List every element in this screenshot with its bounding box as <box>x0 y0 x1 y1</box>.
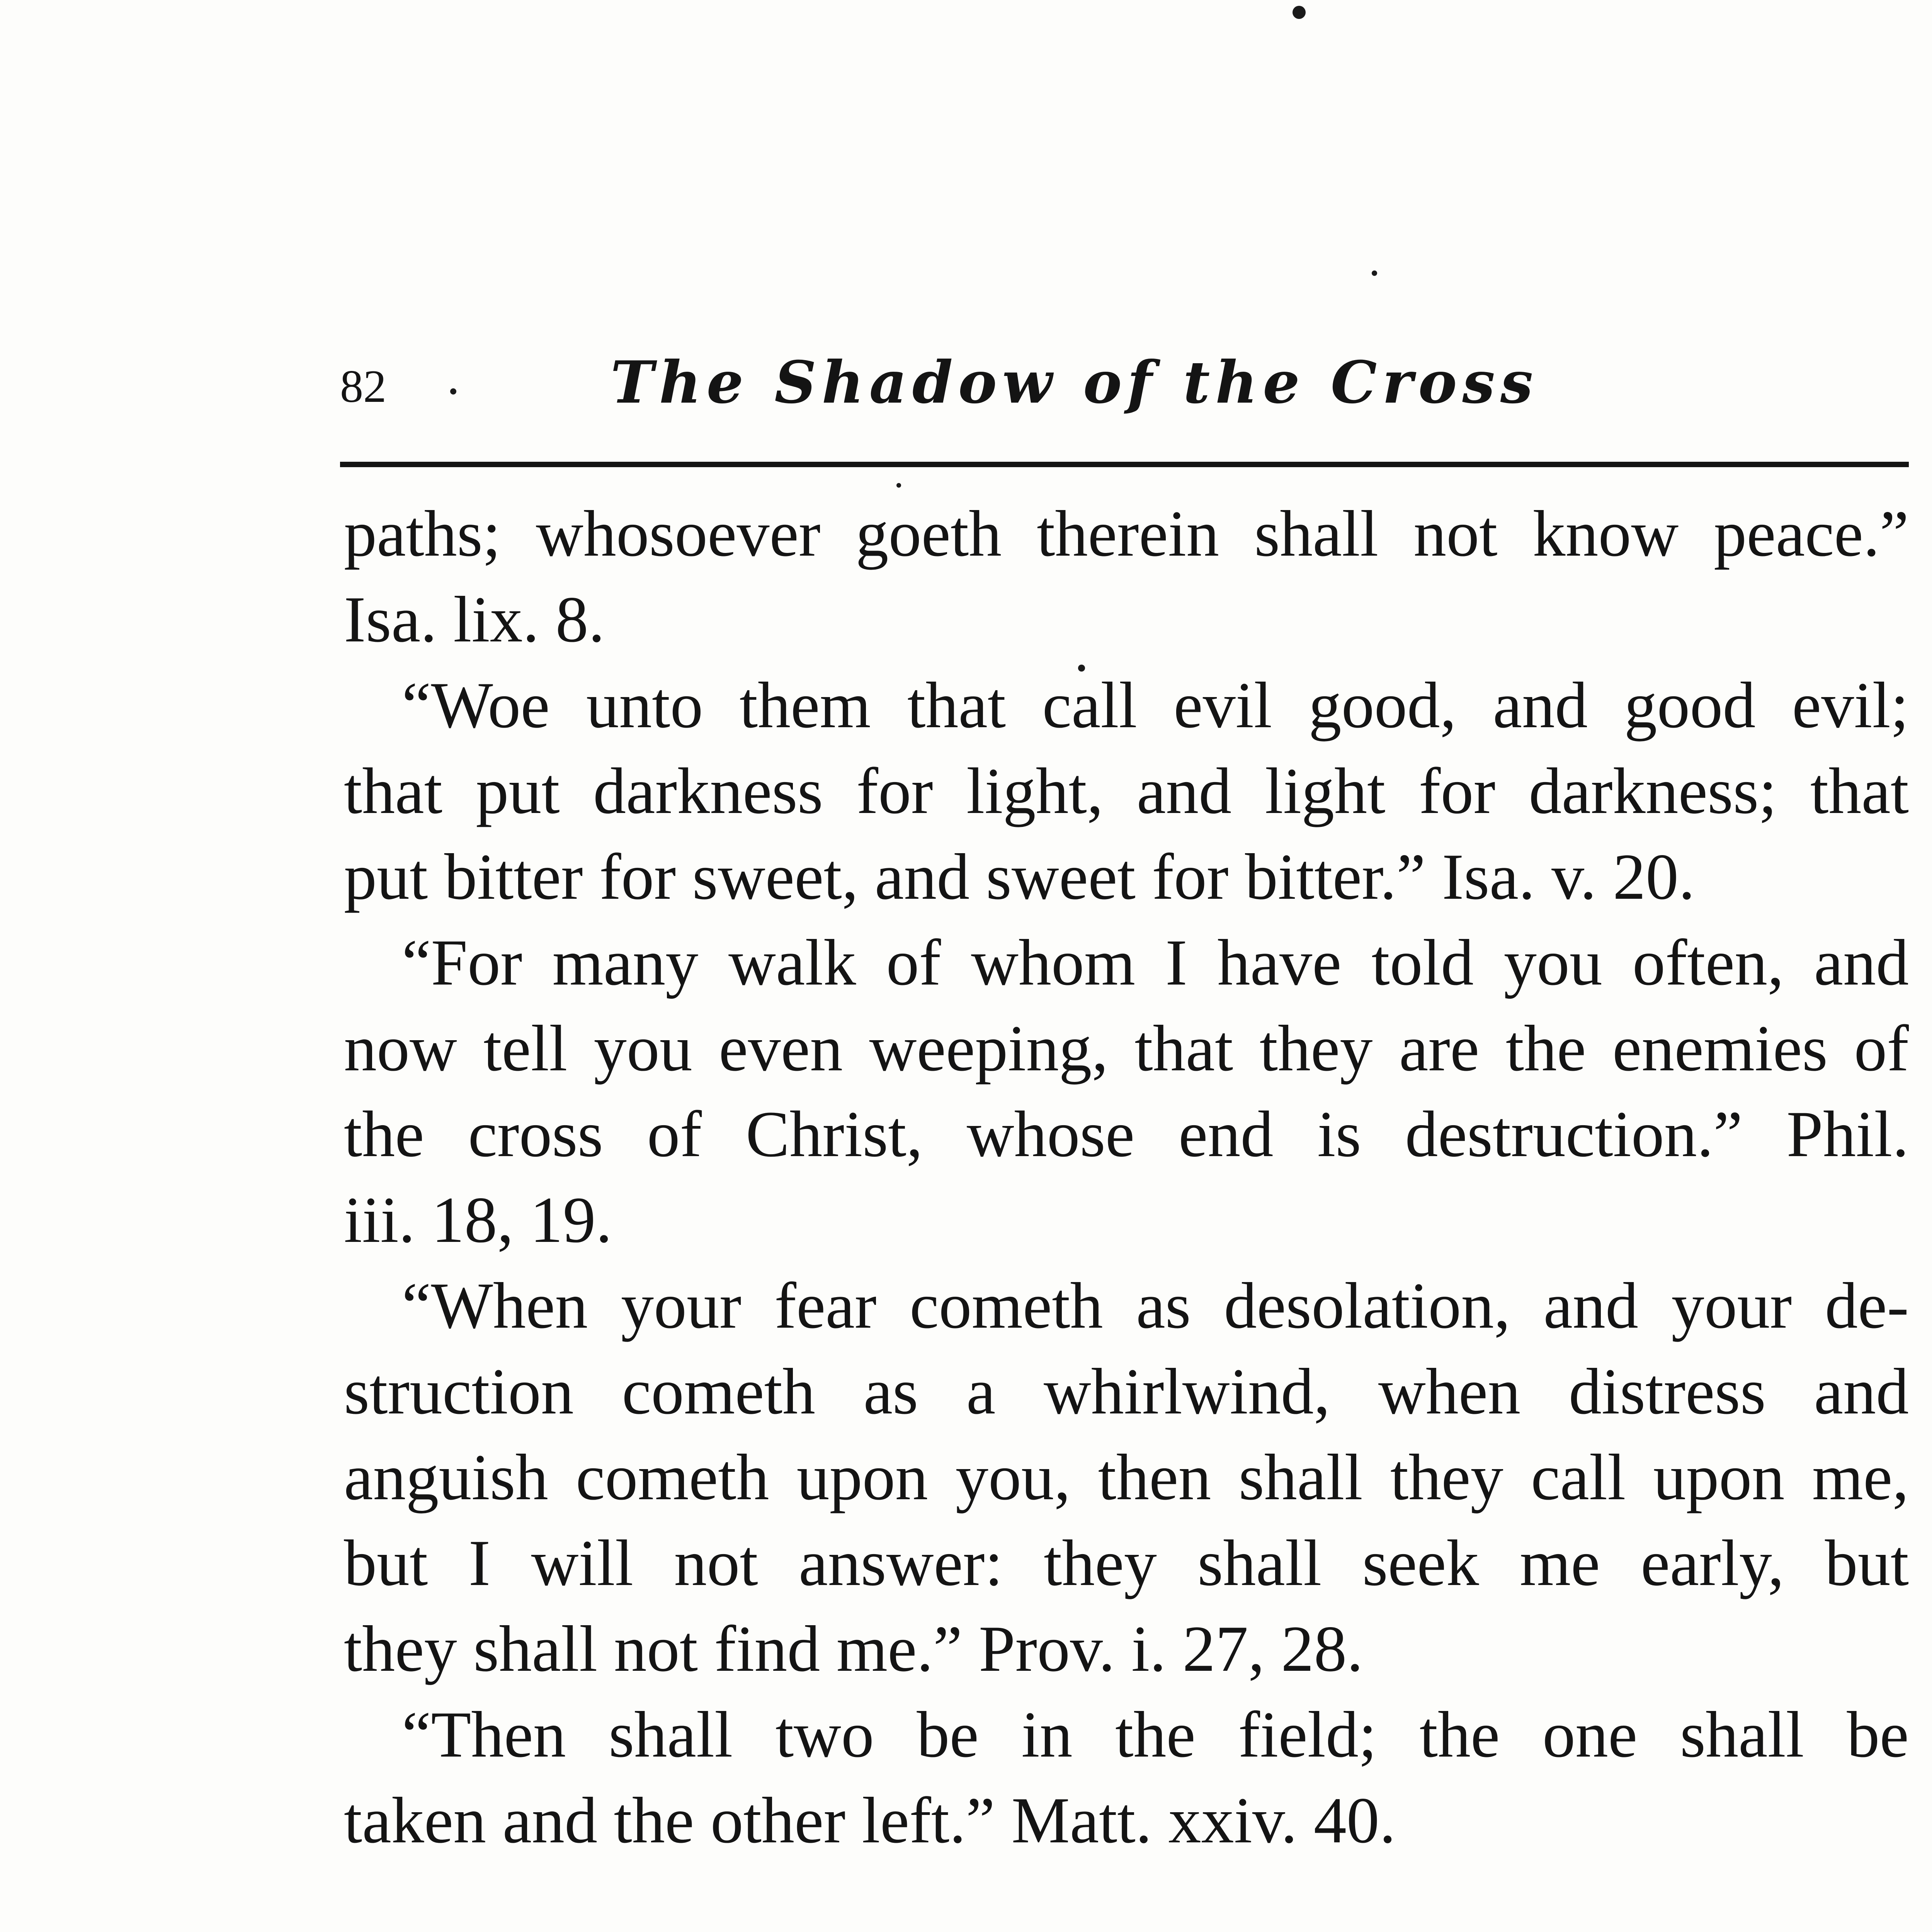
text-line: now tell you even weeping, that they are the enemies of <box>344 1012 1909 1085</box>
text-line: “Woe unto them that call evil good, and good evil; <box>402 669 1909 742</box>
text-line: that put darkness for light, and light for darkness; that <box>344 755 1909 827</box>
text-line: “When your fear cometh as desolation, and your de- <box>402 1269 1909 1342</box>
text-line: but I will not answer: they shall seek me early, but <box>344 1527 1909 1599</box>
text-line: “For many walk of whom I have told you often, and <box>402 926 1909 999</box>
running-head-dot <box>450 388 456 395</box>
text-line: “Then shall two be in the field; the one shall be <box>402 1698 1909 1771</box>
text-line: taken and the other left.” Matt. xxiv. 40. <box>344 1784 1396 1857</box>
text-line: paths; whosoever goeth therein shall not know peace.” <box>344 497 1909 570</box>
page-number: 82 <box>340 361 386 412</box>
scan-speck <box>1293 6 1306 19</box>
text-line: iii. 18, 19. <box>344 1184 612 1256</box>
scan-speck <box>896 483 901 488</box>
text-line: struction cometh as a whirlwind, when distress and <box>344 1355 1909 1428</box>
scan-speck <box>1372 270 1377 276</box>
running-head-title: The Shadow of the Cross <box>611 349 1539 417</box>
text-line: anguish cometh upon you, then shall they call upon me, <box>344 1441 1909 1514</box>
header-rule <box>340 462 1909 467</box>
text-line: the cross of Christ, whose end is destruction.” Phil. <box>344 1098 1909 1170</box>
text-line: they shall not find me.” Prov. i. 27, 28. <box>344 1612 1363 1685</box>
running-head <box>340 332 1913 448</box>
text-line: Isa. lix. 8. <box>344 583 605 656</box>
text-line: put bitter for sweet, and sweet for bitter.” Isa. v. 20. <box>344 840 1695 913</box>
text-block-upper <box>344 491 1909 1863</box>
